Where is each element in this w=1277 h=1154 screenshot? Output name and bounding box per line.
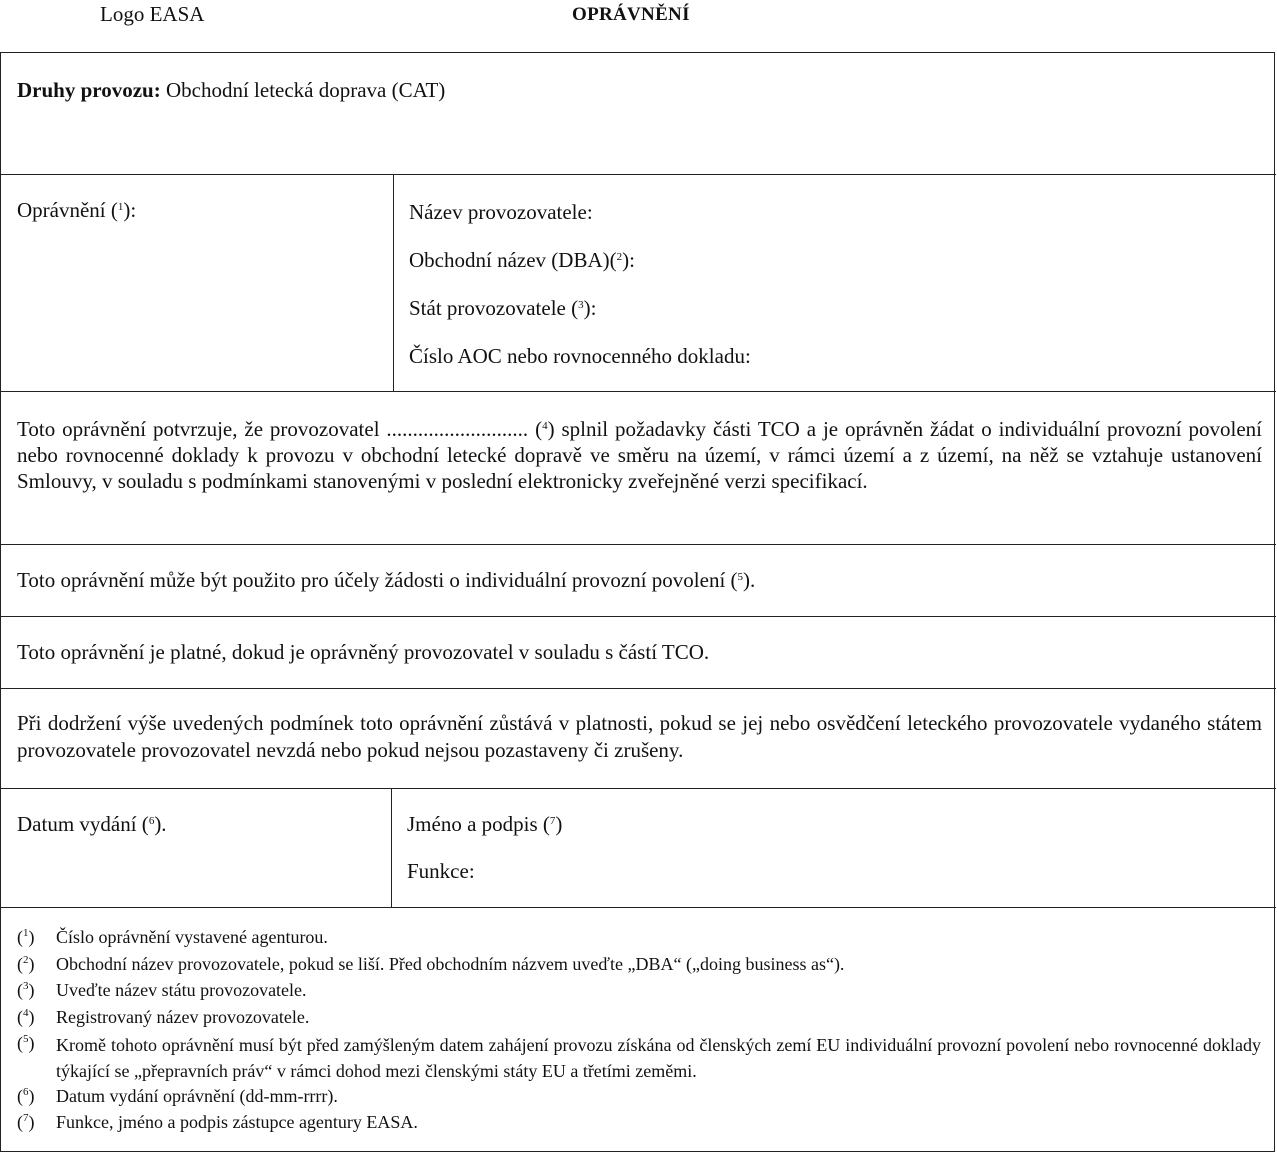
- document-title: OPRÁVNĚNÍ: [572, 4, 690, 25]
- operator-state-label: Stát provozovatele ($^3$):: [409, 296, 597, 320]
- conditions-text: Při dodržení výše uvedených podmínek toto oprávnění zůstává v platnosti, pokud se jej nebo osvědčení leteckého provozovatele vydaného státem provozovatele provozovatel nevzdá nebo pokud nejsou pozastaveny či zrušeny.: [17, 711, 1262, 762]
- footnote-ref: 6: [148, 815, 155, 827]
- authorisation-label: Oprávnění ($^1$):: [17, 198, 137, 222]
- footnote-ref: 5: [737, 571, 744, 583]
- footnote-ref: 3: [578, 299, 584, 311]
- operator-dba-label: Obchodní název (DBA)($^2$):: [409, 248, 635, 272]
- validity-text: Toto oprávnění je platné, dokud je oprávněný provozovatel v souladu s částí TCO.: [17, 640, 710, 664]
- use-text: Toto oprávnění může být použito pro účely žádosti o individuální provozní povolení ($^5$).: [17, 568, 756, 592]
- validity-row: [1, 617, 1276, 689]
- footnote-ref: 7: [549, 815, 556, 827]
- use-row: [1, 545, 1276, 617]
- statement-text: Toto oprávnění potvrzuje, že provozovatel ........................... ($^4$) splnil požadavky části TCO a je oprávněn žádat o individuální provozní povolení nebo rovnocenné doklady k provozu v obchodní letecké dopravě ve směru na území, v rámci území a z území, na něž se vztahuje ustanovení Smlouvy, v souladu s podmínkami stanovenými v poslední elektronicky zveřejněné verzi specifikací.: [17, 417, 1262, 493]
- authorisation-form: [0, 52, 1275, 1152]
- operator-row: [1, 175, 1276, 392]
- conditions-row: [1, 689, 1276, 789]
- statement-row: [1, 392, 1276, 545]
- footnote-ref: 4: [542, 420, 548, 432]
- footnotes-section: ($^1$) Číslo oprávnění vystavené agenturou. ($^2$) Obchodní název provozovatele, pokud se liší. Před obchodním názvem uveďte „DBA“ („doing business as“). ($^3$) Uveďte název státu provozovatele. ($^4$) Registrovaný název provozovatele. ($^5$) Kromě tohoto oprávnění musí být před zamýšleným datem zahájení provozu získána od členských zemí EU individuální provozní povolení nebo rovnocenné doklady týkající se „přepravních práv“ v rámci dohod mezi členskými státy EU a třetími zeměmi. ($^6$) Datum vydání oprávnění (dd-mm-rrrr). ($^7$) Funkce, jméno a podpis zástupce agentury EASA.: [17, 927, 1261, 1132]
- operations-value: Obchodní letecká doprava (CAT): [165, 78, 446, 102]
- authorisation-cell: [1, 175, 393, 391]
- operator-cell: [393, 175, 1276, 391]
- operations-label: Druhy provozu:: [17, 78, 161, 102]
- issue-date-label: Datum vydání ($^6$).: [17, 812, 167, 836]
- aoc-number-label: Číslo AOC nebo rovnocenného dokladu:: [409, 344, 751, 368]
- issue-date-cell: [1, 789, 391, 907]
- operations-line: [17, 77, 445, 103]
- document-header: [0, 0, 1277, 52]
- function-label: Funkce:: [407, 859, 475, 883]
- easa-logo: Logo EASA: [100, 2, 205, 26]
- signature-label: Jméno a podpis ($^7$): [407, 812, 563, 836]
- signature-cell: [391, 789, 1276, 907]
- footnote-ref: 2: [616, 251, 623, 263]
- issue-row: [1, 789, 1276, 908]
- footnote-ref: 1: [117, 201, 124, 213]
- operations-row: [1, 53, 1276, 175]
- operator-name-label: Název provozovatele:: [409, 200, 593, 224]
